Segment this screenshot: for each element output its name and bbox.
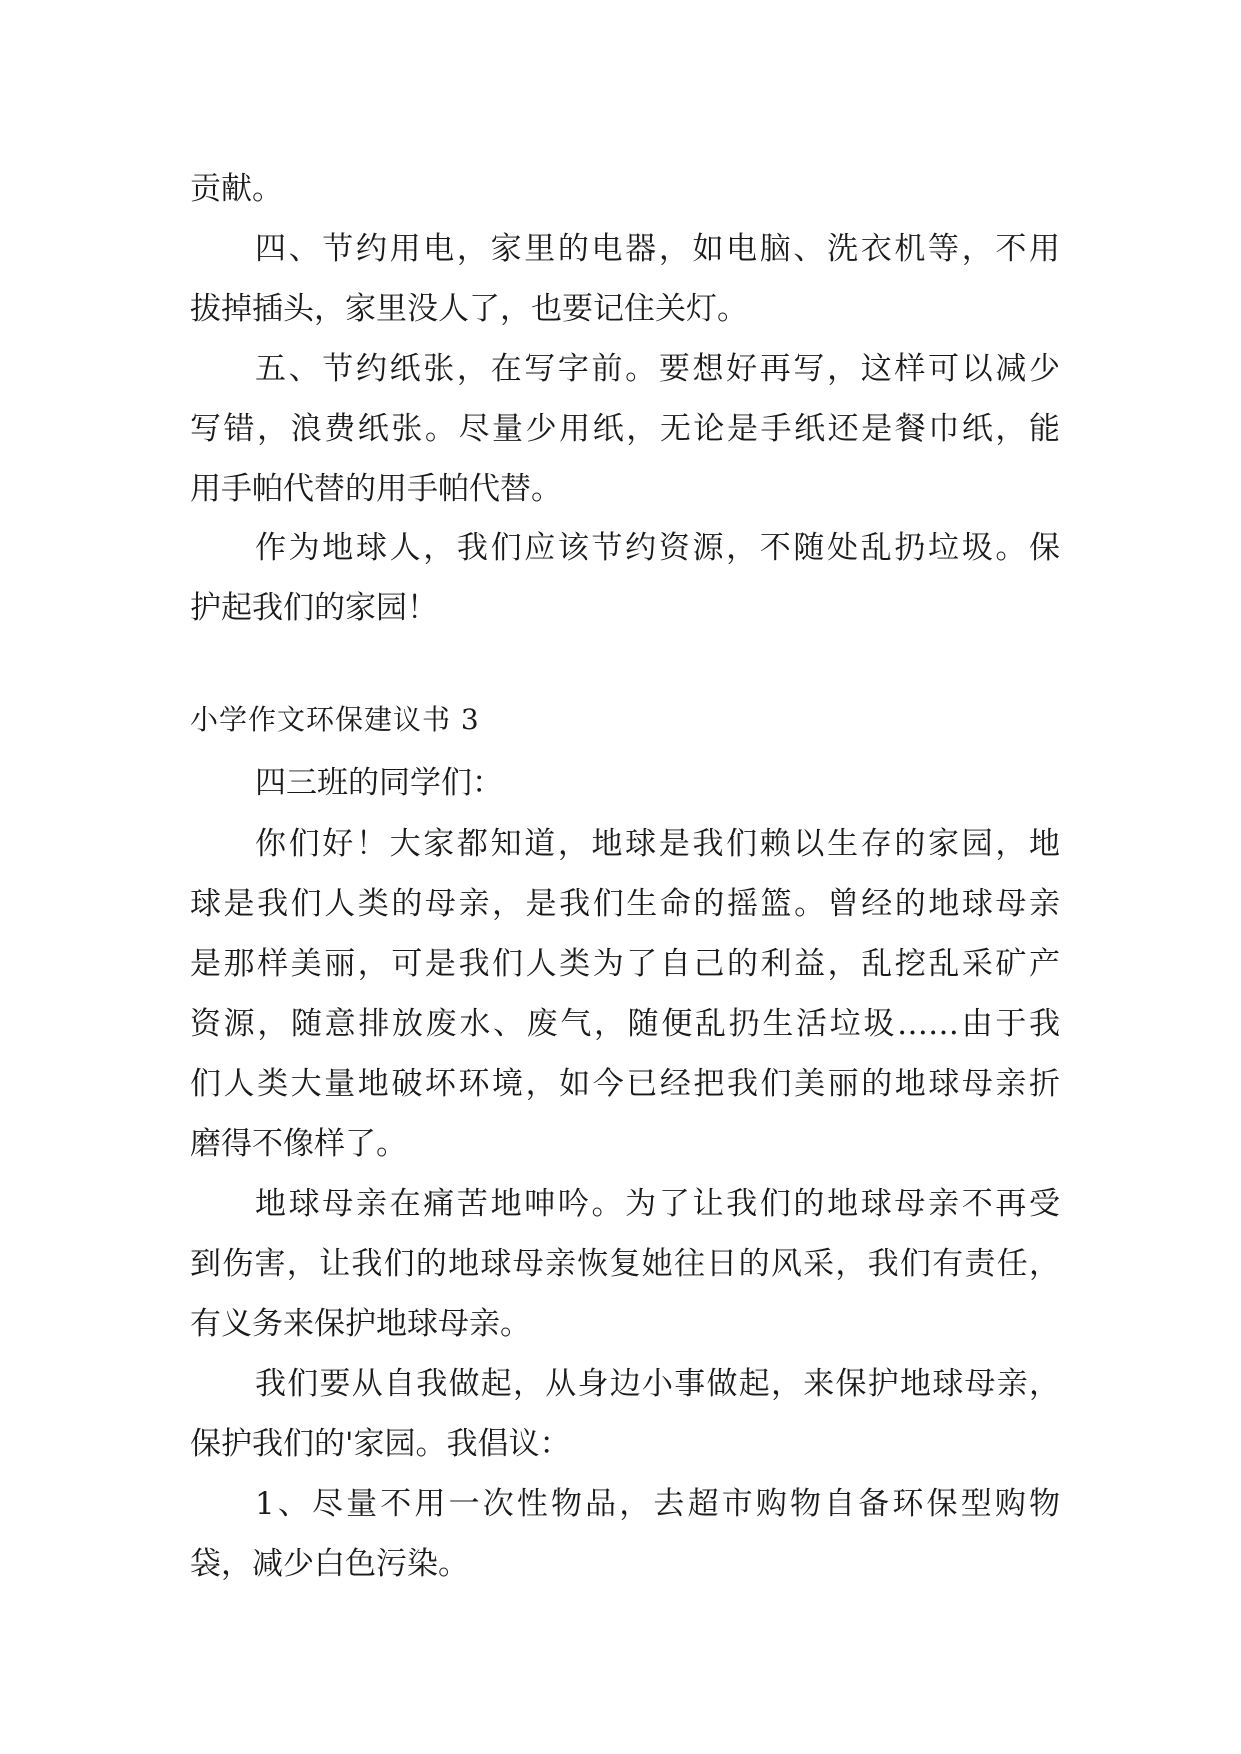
- paragraph-line: 资源，随意排放废水、废气，随便乱扔生活垃圾……由于我: [190, 1006, 1060, 1042]
- paragraph-line: 用手帕代替的用手帕代替。: [190, 471, 562, 507]
- paragraph-line: 袋，减少白色污染。: [190, 1546, 469, 1582]
- paragraph-line: 作为地球人，我们应该节约资源，不随处乱扔垃圾。保: [255, 530, 1060, 566]
- paragraph-line: 球是我们人类的母亲，是我们生命的摇篮。曾经的地球母亲: [190, 886, 1060, 922]
- paragraph-line: 有义务来保护地球母亲。: [190, 1306, 531, 1342]
- paragraph-line: 们人类大量地破坏环境，如今已经把我们美丽的地球母亲折: [190, 1066, 1060, 1102]
- paragraph-line: 到伤害，让我们的地球母亲恢复她往日的风采，我们有责任，: [190, 1246, 1060, 1282]
- salutation: 四三班的同学们：: [255, 765, 503, 801]
- paragraph-line: 我们要从自我做起，从身边小事做起，来保护地球母亲，: [255, 1366, 1060, 1402]
- paragraph-line: 四、节约用电，家里的电器，如电脑、洗衣机等，不用: [255, 231, 1060, 267]
- paragraph-line: 是那样美丽，可是我们人类为了自己的利益，乱挖乱采矿产: [190, 946, 1060, 982]
- paragraph-line: 1、尽量不用一次性物品，去超市购物自备环保型购物: [255, 1486, 1060, 1522]
- paragraph-line: 磨得不像样了。: [190, 1126, 407, 1162]
- paragraph-line: 地球母亲在痛苦地呻吟。为了让我们的地球母亲不再受: [255, 1186, 1060, 1222]
- paragraph-line: 你们好！大家都知道，地球是我们赖以生存的家园，地: [255, 826, 1060, 862]
- paragraph-line: 护起我们的家园！: [190, 590, 438, 626]
- paragraph-line: 拔掉插头，家里没人了，也要记住关灯。: [190, 291, 748, 327]
- paragraph-line: 写错，浪费纸张。尽量少用纸，无论是手纸还是餐巾纸，能: [190, 411, 1060, 447]
- paragraph-line: 五、节约纸张，在写字前。要想好再写，这样可以减少: [255, 351, 1060, 387]
- section-title: 小学作文环保建议书 3: [190, 703, 480, 736]
- paragraph-line: 贡献。: [190, 171, 283, 207]
- paragraph-line: 保护我们的'家园。我倡议：: [190, 1426, 571, 1462]
